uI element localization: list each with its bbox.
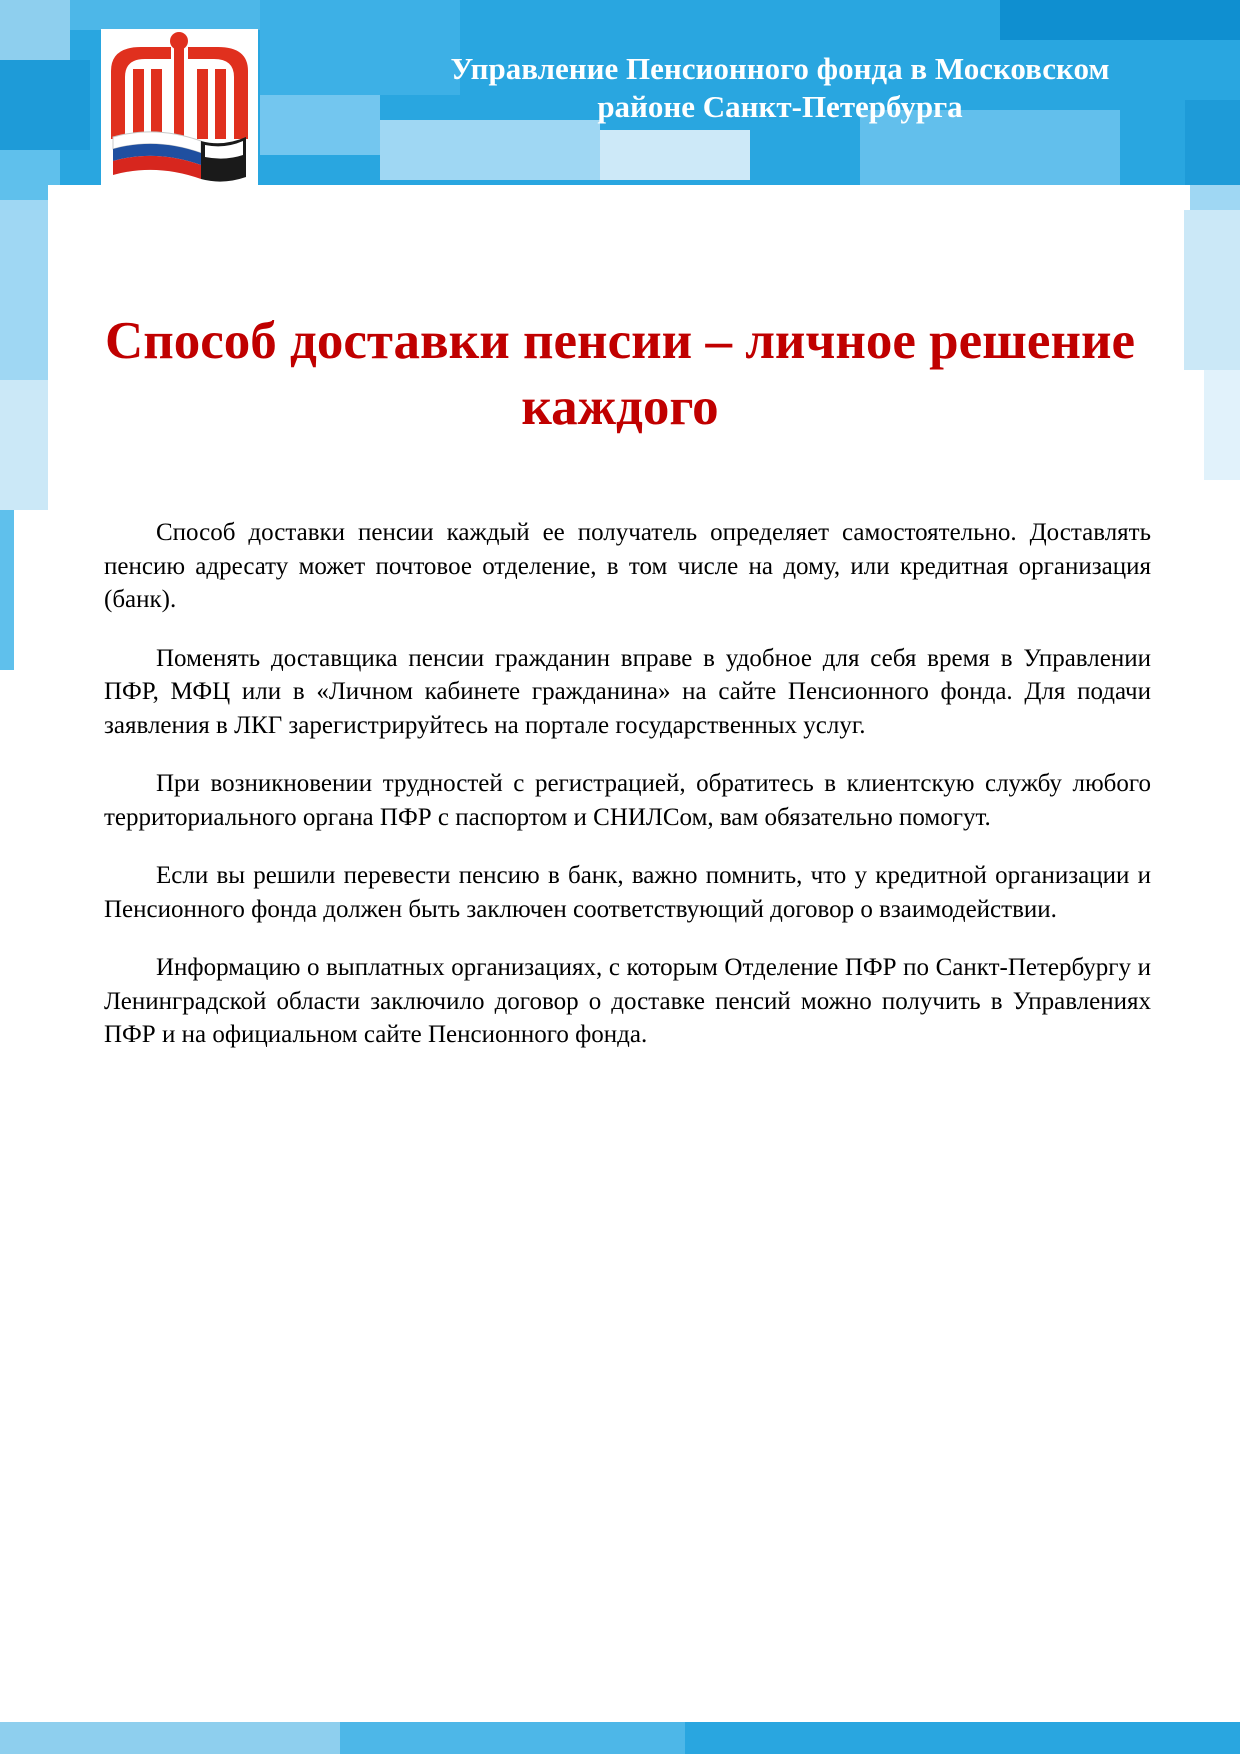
header-tile bbox=[70, 0, 260, 30]
header-tile bbox=[0, 60, 90, 150]
side-tile bbox=[1184, 210, 1240, 370]
document-title-line2: каждого bbox=[521, 378, 719, 436]
left-decor-strip bbox=[0, 200, 48, 670]
header-tile bbox=[0, 0, 70, 60]
pfr-logo-icon bbox=[101, 29, 258, 190]
footer-tile bbox=[340, 1722, 685, 1754]
footer-decor-band bbox=[0, 1722, 1240, 1754]
header-tile bbox=[600, 130, 750, 180]
footer-tile bbox=[0, 1722, 340, 1754]
side-tile bbox=[1204, 370, 1240, 480]
document-body bbox=[104, 516, 1151, 1077]
paragraph: Если вы решили перевести пенсию в банк, важно помнить, что у кредитной организации и Пенсионного фонда должен быть заключен соответствующий договор о взаимодействии. bbox=[104, 862, 1151, 923]
header-tile bbox=[380, 120, 600, 180]
side-tile bbox=[0, 380, 48, 510]
organization-name-line2: районе Санкт-Петербурга bbox=[597, 89, 963, 124]
side-tile bbox=[0, 200, 48, 380]
pfr-logo bbox=[101, 29, 258, 190]
footer-tile bbox=[685, 1722, 1240, 1754]
right-decor-strip bbox=[1184, 100, 1240, 480]
paragraph: Способ доставки пенсии каждый ее получатель определяет самостоятельно. Доставлять пенсию адресату может почтовое отделение, в том числе на дому, или кредитная организация (банк). bbox=[104, 519, 1151, 613]
header-tile bbox=[1000, 0, 1240, 40]
side-tile bbox=[0, 510, 14, 670]
paragraph: При возникновении трудностей с регистрацией, обратитесь в клиентскую службу любого территориального органа ПФР с паспортом и СНИЛСом, вам обязательно помогут. bbox=[104, 770, 1151, 831]
organization-name-line1: Управление Пенсионного фонда в Московском bbox=[450, 51, 1110, 86]
document-title bbox=[70, 308, 1170, 440]
paragraph: Поменять доставщика пенсии гражданин вправе в удобное для себя время в Управлении ПФР, МФЦ или в «Личном кабинете гражданина» на сайте Пенсионного фонда. Для подачи заявления в ЛКГ зарегистрируйтесь на портале государственных услуг. bbox=[104, 644, 1151, 739]
organization-name bbox=[360, 50, 1200, 126]
paragraph: Информацию о выплатных организациях, с которым Отделение ПФР по Санкт-Петербургу и Ленинградской области заключило договор о доставке пенсий можно получить в Управлениях ПФР и на официальном сайте Пенсионного фонда. bbox=[104, 954, 1151, 1048]
document-title-line1: Способ доставки пенсии – личное решение bbox=[104, 312, 1136, 370]
